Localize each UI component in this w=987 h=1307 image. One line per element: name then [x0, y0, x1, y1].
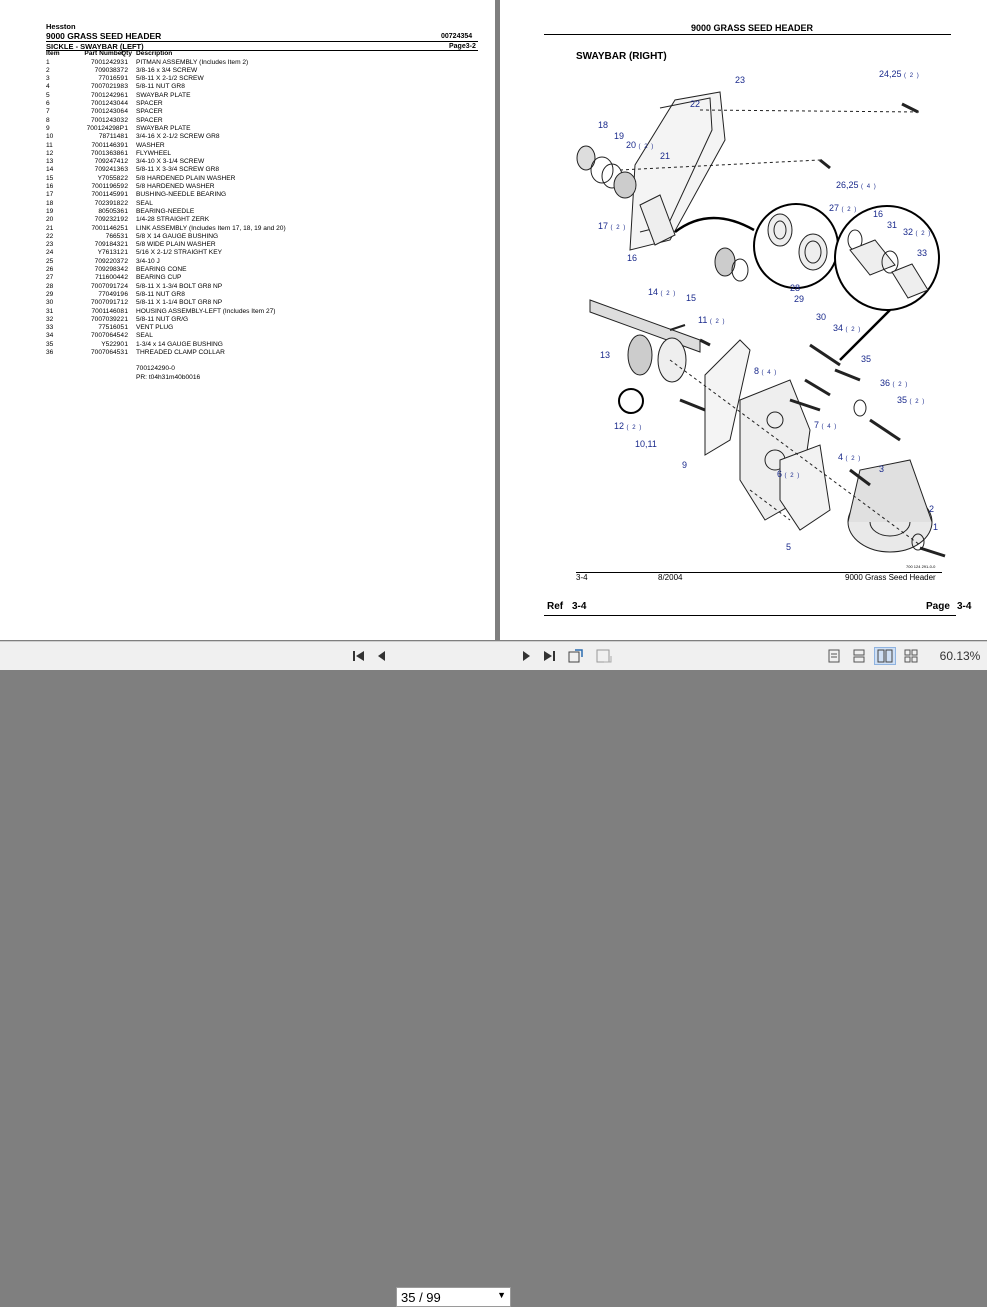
row-part-number: 700706454	[90, 332, 124, 340]
row-qty: 6	[124, 290, 128, 298]
row-item: 13	[46, 158, 54, 166]
row-qty: 1	[124, 141, 128, 149]
row-item: 17	[46, 191, 54, 199]
row-part-number: 70903837	[94, 66, 124, 74]
callout-32: 32 ( 2 )	[903, 227, 932, 237]
row-description: THREADED CLAMP COLLAR	[136, 349, 225, 356]
row-description: BEARING-NEEDLE	[136, 207, 195, 215]
row-part-number: 7704919	[98, 290, 124, 298]
doc-number: 00724354	[441, 33, 473, 40]
row-qty: 1	[124, 340, 128, 348]
rotate-page-icon[interactable]	[566, 647, 586, 665]
callout-28: 28	[790, 283, 801, 293]
row-item: 21	[46, 224, 54, 232]
callout-36: 36 ( 2 )	[880, 378, 909, 388]
row-qty: 4	[124, 108, 128, 116]
callout-6: 6 ( 2 )	[777, 469, 801, 479]
header-title: 9000 GRASS SEED HEADER	[691, 23, 814, 33]
row-item: 12	[46, 149, 54, 157]
row-part-number: 700124304	[90, 100, 124, 107]
row-item: 1	[46, 58, 50, 66]
callout-16-zoom: 16	[873, 209, 884, 219]
callout-21: 21	[660, 151, 671, 161]
header-title: 9000 GRASS SEED HEADER	[46, 31, 162, 41]
row-qty: 1	[124, 232, 128, 240]
row-description: 3/4-16 X 2-1/2 SCREW GR8	[136, 133, 220, 141]
row-item: 10	[46, 133, 54, 141]
callout-11: 11 ( 2 )	[698, 315, 726, 325]
ref-label: Ref	[547, 601, 564, 612]
callout-9: 9	[682, 460, 688, 470]
row-item: 24	[46, 249, 54, 257]
row-qty: 2	[124, 332, 128, 340]
row-item: 11	[46, 141, 53, 149]
row-part-number: 700124293	[90, 58, 124, 66]
col-item: Item	[46, 50, 60, 57]
row-item: 33	[46, 324, 54, 332]
row-item: 35	[46, 340, 54, 348]
callout-13: 13	[600, 350, 611, 360]
row-qty: 1	[124, 149, 128, 157]
chevron-down-icon[interactable]: ▼	[497, 1290, 506, 1300]
page-ref: Page3-2	[449, 43, 476, 50]
row-description: SEAL	[136, 199, 153, 207]
row-qty: 2	[124, 183, 128, 190]
row-item: 25	[46, 257, 54, 265]
callout-23: 23	[735, 75, 746, 85]
callout-22: 22	[690, 99, 701, 109]
row-part-number: 700119659	[91, 183, 124, 190]
row-part-number: 700709171	[90, 299, 124, 307]
callout-10-11: 10,11	[635, 439, 657, 449]
last-page-icon[interactable]	[540, 647, 558, 665]
row-qty: 3	[124, 83, 128, 91]
row-description: VENT PLUG	[136, 324, 174, 332]
row-item: 30	[46, 299, 54, 307]
row-description: 5/8 X 14 GAUGE BUSHING	[136, 232, 219, 240]
row-qty: 1	[124, 224, 128, 232]
left-page	[0, 0, 495, 640]
continuous-view-icon[interactable]	[850, 647, 868, 665]
row-part-number: 700114608	[91, 307, 124, 315]
row-part-number: 7701659	[98, 75, 124, 83]
row-description: BUSHING-NEEDLE BEARING	[136, 191, 227, 199]
row-qty: 2	[124, 199, 128, 207]
row-item: 23	[46, 241, 54, 249]
row-item: 15	[46, 174, 54, 182]
row-item: 9	[46, 124, 50, 132]
row-description: 3/8-16 x 3/4 SCREW	[136, 66, 198, 74]
row-item: 4	[46, 83, 50, 91]
figure-code: 700 124 291-0-0	[906, 564, 936, 569]
row-description: 3/4-10 J	[136, 257, 160, 265]
row-description: 5/16 X 2-1/2 STRAIGHT KEY	[136, 249, 222, 257]
row-description: 5/8-11 X 3-3/4 SCREW GR8	[136, 166, 220, 174]
row-part-number: 8050536	[98, 207, 124, 215]
row-part-number: 71160044	[95, 274, 124, 282]
row-description: SPACER	[136, 100, 163, 107]
row-item: 31	[46, 307, 54, 315]
row-item: 8	[46, 116, 50, 124]
row-part-number: 700124296	[90, 91, 124, 99]
row-item: 27	[46, 274, 54, 282]
row-description: 3/4-10 X 3-1/4 SCREW	[136, 158, 205, 166]
two-page-view-icon[interactable]	[874, 647, 896, 665]
row-qty: 1	[124, 124, 128, 132]
row-description: SWAYBAR PLATE	[136, 91, 191, 99]
right-page	[500, 0, 987, 640]
callout-31: 31	[887, 220, 898, 230]
row-description: 1/4-28 STRAIGHT ZERK	[136, 216, 210, 224]
row-qty: 2	[124, 158, 128, 166]
callout-12: 12 ( 2 )	[614, 421, 643, 431]
row-part-number: 70923219	[94, 216, 124, 224]
row-item: 6	[46, 100, 50, 107]
row-item: 34	[46, 332, 54, 340]
row-description: SPACER	[136, 116, 163, 124]
row-part-number: 7751605	[98, 324, 124, 332]
callout-5: 5	[786, 542, 792, 552]
row-description: 1-3/4 x 14 GAUGE BUSHING	[136, 340, 223, 348]
page-number-input[interactable]	[396, 1287, 511, 1307]
row-part-number: 700114599	[91, 191, 124, 199]
callout-33: 33	[917, 248, 928, 258]
diagram-title: SWAYBAR (RIGHT)	[576, 51, 667, 62]
row-item: 32	[46, 315, 54, 323]
row-part-number: Y761312	[97, 249, 124, 257]
callout-24-25: 24,25 ( 2 )	[879, 69, 920, 79]
row-item: 19	[46, 207, 54, 215]
row-description: PITMAN ASSEMBLY (Includes Item 2)	[136, 58, 249, 66]
row-part-number: 700124303	[90, 116, 124, 124]
callout-18: 18	[598, 120, 609, 130]
row-part-number: 700703922	[90, 315, 124, 323]
row-description: LINK ASSEMBLY (Includes Item 17, 18, 19 and 20)	[136, 224, 286, 232]
row-qty: 1	[124, 207, 128, 215]
row-part-number: 700114625	[91, 224, 124, 232]
callout-17: 17 ( 2 )	[598, 221, 627, 231]
single-page-view-icon[interactable]	[826, 647, 842, 665]
first-page-icon[interactable]	[350, 647, 368, 665]
callout-14: 14 ( 2 )	[648, 287, 677, 297]
row-qty: 1	[124, 249, 128, 257]
callout-1: 1	[933, 522, 939, 532]
callout-35b: 35 ( 2 )	[897, 395, 926, 405]
row-item: 26	[46, 266, 54, 273]
row-item: 5	[46, 91, 50, 99]
row-item: 16	[46, 183, 54, 190]
row-part-number: 70929834	[94, 266, 124, 273]
section-title: SICKLE - SWAYBAR (LEFT)	[46, 42, 144, 51]
footer-section: 3-4	[576, 573, 588, 582]
row-item: 14	[46, 166, 54, 174]
row-qty: 1	[124, 349, 128, 356]
export-page-icon[interactable]	[594, 647, 614, 665]
callout-19: 19	[614, 131, 625, 141]
row-item: 29	[46, 290, 54, 298]
callout-20: 20 ( 2 )	[626, 140, 655, 150]
company-name: Hesston	[46, 22, 76, 31]
callout-4: 4 ( 2 )	[838, 452, 862, 462]
row-part-number: 700702198	[90, 83, 124, 91]
row-qty: 2	[124, 266, 128, 273]
row-part-number: 700124298P	[86, 124, 124, 132]
page-value: 3-4	[957, 601, 972, 612]
row-description: 5/8-11 NUT GR8	[136, 83, 185, 91]
row-qty: 3	[124, 166, 128, 174]
row-description: 5/8-11 X 1-3/4 BOLT GR8 NP	[136, 282, 223, 290]
callout-15: 15	[686, 293, 697, 303]
exploded-parts-diagram	[500, 0, 987, 640]
row-description: FLYWHEEL	[136, 149, 172, 157]
callout-27: 27 ( 2 )	[829, 203, 858, 213]
row-description: 5/8 HARDENED PLAIN WASHER	[136, 174, 236, 182]
callout-8: 8 ( 4 )	[754, 366, 778, 376]
row-qty: 2	[124, 216, 128, 224]
row-part-number: 700706453	[90, 349, 124, 356]
col-qty: Qty	[121, 50, 132, 57]
row-qty: 2	[124, 174, 128, 182]
row-part-number: 700709172	[90, 282, 124, 290]
row-description: 5/8-11 X 1-1/4 BOLT GR8 NP	[136, 299, 223, 307]
row-qty: 2	[124, 66, 128, 74]
row-description: BEARING CUP	[136, 274, 182, 282]
row-description: 5/8 WIDE PLAIN WASHER	[136, 241, 216, 249]
row-qty: 2	[124, 116, 128, 124]
row-qty: 1	[124, 91, 128, 99]
callout-34: 34 ( 2 )	[833, 323, 862, 333]
row-description: SPACER	[136, 108, 163, 116]
row-description: WASHER	[136, 141, 165, 149]
col-part-number: Part Number	[84, 50, 124, 57]
row-description: BEARING CONE	[136, 266, 187, 273]
row-part-number: 700114639	[91, 141, 124, 149]
row-qty: 1	[124, 315, 128, 323]
col-description: Description	[136, 50, 173, 57]
row-description: 5/8-11 X 2-1/2 SCREW	[136, 75, 204, 83]
row-description: SEAL	[136, 332, 153, 340]
page-label: Page	[926, 601, 950, 612]
footer-title: 9000 Grass Seed Header	[845, 573, 936, 582]
row-item: 20	[46, 216, 54, 224]
row-part-number: 70924741	[94, 158, 124, 166]
row-description: SWAYBAR PLATE	[136, 124, 191, 132]
row-qty: 4	[124, 282, 128, 290]
footer-date: 8/2004	[658, 573, 683, 582]
next-page-icon[interactable]	[520, 647, 534, 665]
row-item: 3	[46, 75, 50, 83]
row-qty: 1	[124, 133, 128, 141]
row-description: 5/8-11 NUT GR8	[136, 290, 185, 298]
callout-2: 2	[929, 504, 935, 514]
row-qty: 1	[124, 75, 128, 83]
row-qty: 1	[124, 58, 128, 66]
row-item: 28	[46, 282, 54, 290]
callout-16: 16	[627, 253, 638, 263]
row-part-number: 70922037	[94, 257, 124, 265]
pdf-toolbar	[0, 641, 987, 1305]
footer-pr: PR: t04h31m40b0016	[136, 374, 201, 381]
row-qty: 1	[124, 191, 128, 199]
ref-value: 3-4	[572, 601, 587, 612]
row-part-number: Y52290	[101, 340, 124, 348]
page-number-value: 35 / 99	[401, 1290, 441, 1305]
callout-29: 29	[794, 294, 805, 304]
row-item: 22	[46, 232, 54, 240]
row-qty: 2	[124, 299, 128, 307]
zoom-level[interactable]: 60.13%	[939, 649, 981, 663]
row-qty: 1	[124, 241, 128, 249]
row-qty: 4	[124, 100, 128, 107]
row-part-number: 70918432	[94, 241, 124, 249]
row-description: HOUSING ASSEMBLY-LEFT (Includes Item 27)	[136, 307, 276, 315]
two-page-continuous-icon[interactable]	[902, 647, 920, 665]
row-qty: 1	[124, 307, 128, 315]
row-qty: 2	[124, 274, 128, 282]
row-part-number: 76653	[105, 232, 124, 240]
row-description: 5/8 HARDENED WASHER	[136, 183, 215, 190]
callout-35: 35	[861, 354, 872, 364]
previous-page-icon[interactable]	[374, 647, 388, 665]
row-part-number: 700136386	[90, 149, 124, 157]
row-item: 2	[46, 66, 50, 74]
row-description: 5/8-11 NUT GR/G	[136, 315, 189, 323]
row-item: 7	[46, 108, 50, 116]
callout-30: 30	[816, 312, 827, 322]
callout-3: 3	[879, 464, 885, 474]
footer-code: 700124290-0	[136, 365, 175, 372]
bottom-rule	[544, 615, 956, 616]
callout-26-25: 26,25 ( 4 )	[836, 180, 877, 190]
row-part-number: Y705582	[97, 174, 124, 182]
row-part-number: 70239182	[94, 199, 124, 207]
row-qty: 2	[124, 257, 128, 265]
row-part-number: 70924136	[94, 166, 124, 174]
row-part-number: 700124306	[90, 108, 124, 116]
row-item: 36	[46, 349, 54, 356]
callout-7: 7 ( 4 )	[814, 420, 838, 430]
row-qty: 1	[124, 324, 128, 332]
row-item: 18	[46, 199, 54, 207]
row-part-number: 7871148	[98, 133, 124, 141]
